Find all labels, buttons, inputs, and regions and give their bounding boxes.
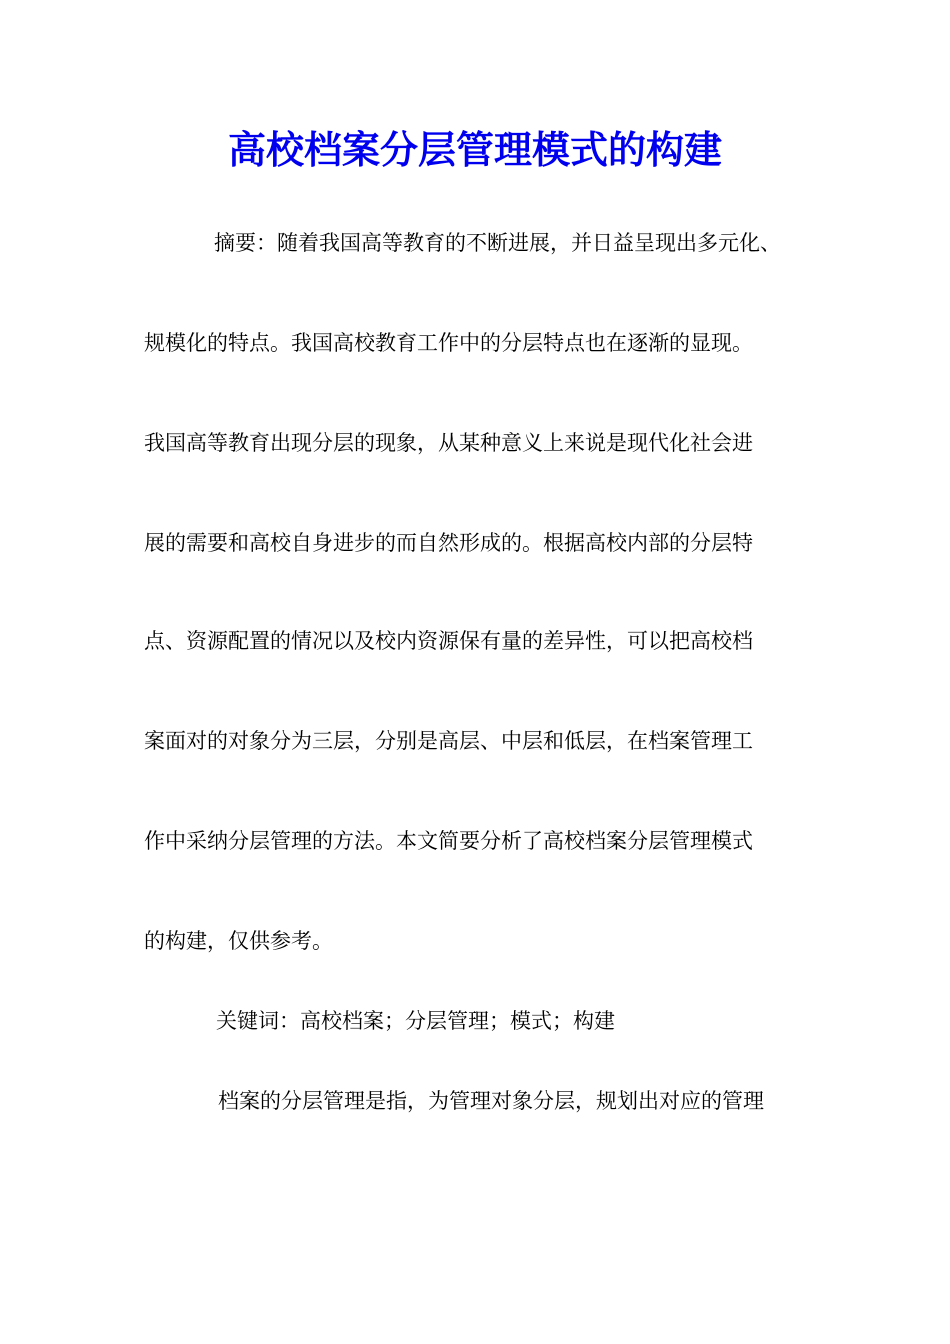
abstract-line-5: 点、资源配置的情况以及校内资源保有量的差异性，可以把高校档 [144, 629, 753, 653]
abstract-line-4: 展的需要和高校自身进步的而自然形成的。根据高校内部的分层特 [144, 531, 753, 555]
body-paragraph-line: 档案的分层管理是指，为管理对象分层，规划出对应的管理 [218, 1089, 764, 1113]
abstract-line-3: 我国高等教育出现分层的现象，从某种意义上来说是现代化社会进 [144, 431, 753, 455]
abstract-line-6: 案面对的对象分为三层，分别是高层、中层和低层，在档案管理工 [144, 729, 753, 753]
abstract-line-1: 摘要：随着我国高等教育的不断进展，并日益呈现出多元化、 [214, 231, 781, 255]
keywords-line: 关键词：高校档案；分层管理；模式；构建 [216, 1009, 615, 1033]
abstract-line-7: 作中采纳分层管理的方法。本文简要分析了高校档案分层管理模式 [144, 829, 753, 853]
abstract-line-2: 规模化的特点。我国高校教育工作中的分层特点也在逐渐的显现。 [144, 331, 753, 355]
abstract-line-8: 的构建，仅供参考。 [144, 929, 333, 953]
document-title: 高校档案分层管理模式的构建 [227, 127, 722, 172]
